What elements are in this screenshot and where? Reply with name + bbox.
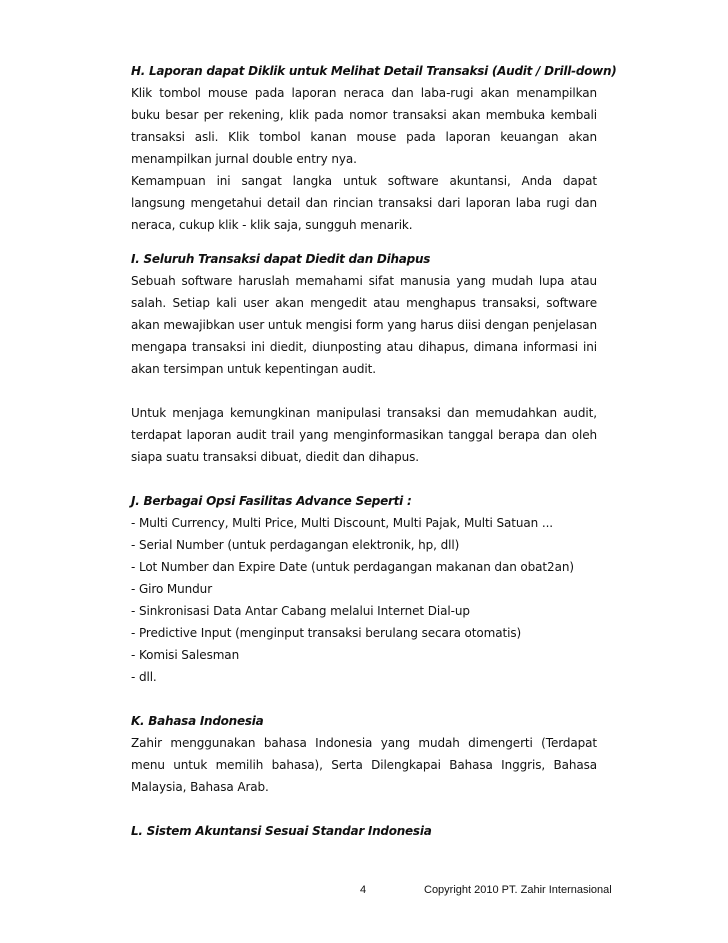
section-i-heading: I. Seluruh Transaksi dapat Diedit dan Dihapus: [131, 252, 431, 266]
section-l-heading: L. Sistem Akuntansi Sesuai Standar Indonesia: [131, 824, 432, 838]
page-number: 4: [360, 884, 367, 896]
feature-list-item: - Multi Currency, Multi Price, Multi Discount, Multi Pajak, Multi Satuan ...: [131, 516, 553, 530]
feature-list-item: - Komisi Salesman: [131, 648, 240, 662]
section-h-paragraph-1: Klik tombol mouse pada laporan neraca dan laba-rugi akan menampilkan buku besar per rekening, klik pada nomor transaksi akan membuka kembali transaksi asli. Klik tombol kanan mouse pada laporan keuangan akan menampilkan jurnal double entry nya.: [131, 86, 597, 166]
feature-list-item: - Lot Number dan Expire Date (untuk perdagangan makanan dan obat2an): [131, 560, 574, 574]
section-k-paragraph-1: Zahir menggunakan bahasa Indonesia yang mudah dimengerti (Terdapat menu untuk memilih bahasa), Serta Dilengkapai Bahasa Inggris, Bahasa Malaysia, Bahasa Arab.: [131, 736, 597, 794]
section-h-heading: H. Laporan dapat Diklik untuk Melihat Detail Transaksi (Audit / Drill-down): [131, 64, 617, 78]
feature-list-item: - dll.: [131, 670, 157, 684]
feature-list-item: - Giro Mundur: [131, 582, 213, 596]
section-k-heading: K. Bahasa Indonesia: [131, 714, 264, 728]
section-j-heading: J. Berbagai Opsi Fasilitas Advance Seperti :: [131, 494, 412, 508]
feature-list-item: - Serial Number (untuk perdagangan elektronik, hp, dll): [131, 538, 460, 552]
section-h-paragraph-2: Kemampuan ini sangat langka untuk software akuntansi, Anda dapat langsung mengetahui detail dan rincian transaksi dari laporan laba rugi dan neraca, cukup klik - klik saja, sungguh menarik.: [131, 174, 597, 232]
copyright-notice: Copyright 2010 PT. Zahir Internasional: [424, 884, 612, 896]
section-i-paragraph-2: Untuk menjaga kemungkinan manipulasi transaksi dan memudahkan audit, terdapat laporan audit trail yang menginformasikan tanggal berapa dan oleh siapa suatu transaksi dibuat, diedit dan dihapus.: [131, 406, 597, 464]
feature-list-item: - Sinkronisasi Data Antar Cabang melalui Internet Dial-up: [131, 604, 470, 618]
document-page: [131, 60, 617, 842]
feature-list-item: - Predictive Input (menginput transaksi berulang secara otomatis): [131, 626, 522, 640]
section-i-paragraph-1: Sebuah software haruslah memahami sifat manusia yang mudah lupa atau salah. Setiap kali user akan mengedit atau menghapus transaksi, software akan mewajibkan user untuk mengisi form yang harus diisi dengan penjelasan mengapa transaksi ini diedit, diunposting atau dihapus, dimana informasi ini akan tersimpan untuk kepentingan audit.: [131, 274, 597, 376]
